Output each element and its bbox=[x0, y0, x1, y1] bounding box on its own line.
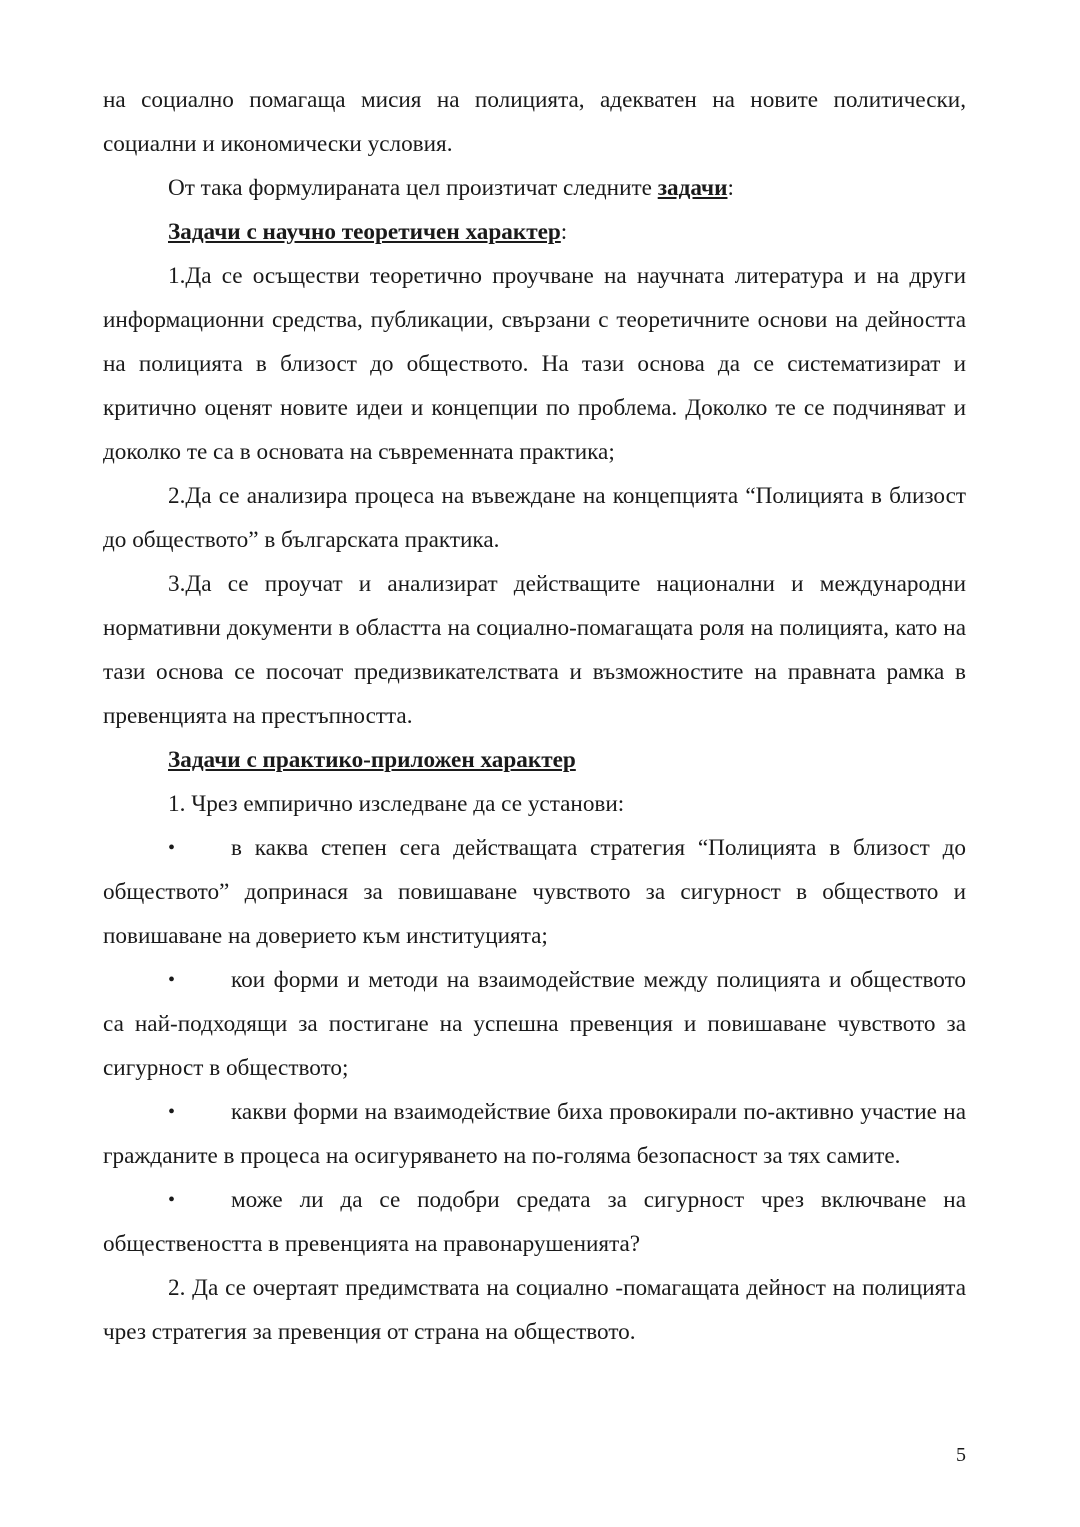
list-item bbox=[103, 1178, 966, 1266]
heading-theoretical-tasks bbox=[103, 210, 966, 254]
page-number: 5 bbox=[956, 1444, 966, 1466]
heading-theoretical-text: Задачи с научно теоретичен характер bbox=[168, 219, 561, 245]
bullet-icon: • bbox=[168, 837, 176, 859]
list-item-text: какви форми на взаимодействие биха провокирали по-активно участие на гражданите в процеса на осигуряването на по-голяма безопасност за тях самите. bbox=[103, 1099, 966, 1169]
practical-task-2: 2. Да се очертаят предимствата на социално -помагащата дейност на полицията чрез стратегия за превенция от страна на обществото. bbox=[103, 1275, 966, 1345]
tasks-keyword: задачи bbox=[657, 175, 728, 201]
paragraph-tasks-intro bbox=[103, 166, 966, 210]
tasks-intro-colon: : bbox=[727, 175, 734, 201]
theoretical-task-3: 3.Да се проучат и анализират действащите национални и международни нормативни документи в областта на социално-помагащата роля на полицията, като на тази основа се посочат предизвикателствата и възможностите на правната рамка в превенцията на престъпността. bbox=[103, 571, 966, 729]
list-item-text: в каква степен сега действащата стратегия “Полицията в близост до обществото” допринася за повишаване чувството за сигурност в обществото и повишаване на доверието към институцията; bbox=[103, 835, 966, 949]
list-item bbox=[103, 958, 966, 1090]
practical-task-1: 1. Чрез емпирично изследване да се установи: bbox=[168, 791, 625, 817]
heading-practical-tasks bbox=[103, 738, 966, 782]
list-item bbox=[103, 826, 966, 958]
paragraph-intro-continuation: на социално помагаща мисия на полицията, адекватен на новите политически, социални и икономически условия. bbox=[103, 87, 966, 157]
research-questions-list bbox=[103, 826, 966, 1266]
bullet-icon: • bbox=[168, 1189, 176, 1211]
theoretical-task-1: 1.Да се осъществи теоретично проучване на научната литература и на други информационни средства, публикации, свързани с теоретичните основи на дейността на полицията в близост до обществото. На тази основа да се систематизират и критично оценят новите идеи и концепции по проблема. Доколко те се подчиняват и доколко те са в основата на съвременната практика; bbox=[103, 263, 966, 465]
document-body bbox=[103, 78, 966, 1354]
heading-theoretical-colon: : bbox=[560, 219, 568, 245]
tasks-intro-text: От така формулираната цел произтичат следните bbox=[168, 175, 658, 201]
list-item-text: кои форми и методи на взаимодействие между полицията и обществото са най-подходящи за постигане на успешна превенция и повишаване чувството за сигурност в обществото; bbox=[103, 967, 966, 1081]
heading-practical-text: Задачи с практико-приложен характер bbox=[168, 747, 576, 773]
list-item bbox=[103, 1090, 966, 1178]
bullet-icon: • bbox=[168, 1101, 176, 1123]
bullet-icon: • bbox=[168, 969, 176, 991]
list-item-text: може ли да се подобри средата за сигурност чрез включване на обществеността в превенцията на правонарушенията? bbox=[103, 1187, 966, 1257]
theoretical-task-2: 2.Да се анализира процеса на въвеждане на концепцията “Полицията в близост до обществото” в българската практика. bbox=[103, 483, 966, 553]
